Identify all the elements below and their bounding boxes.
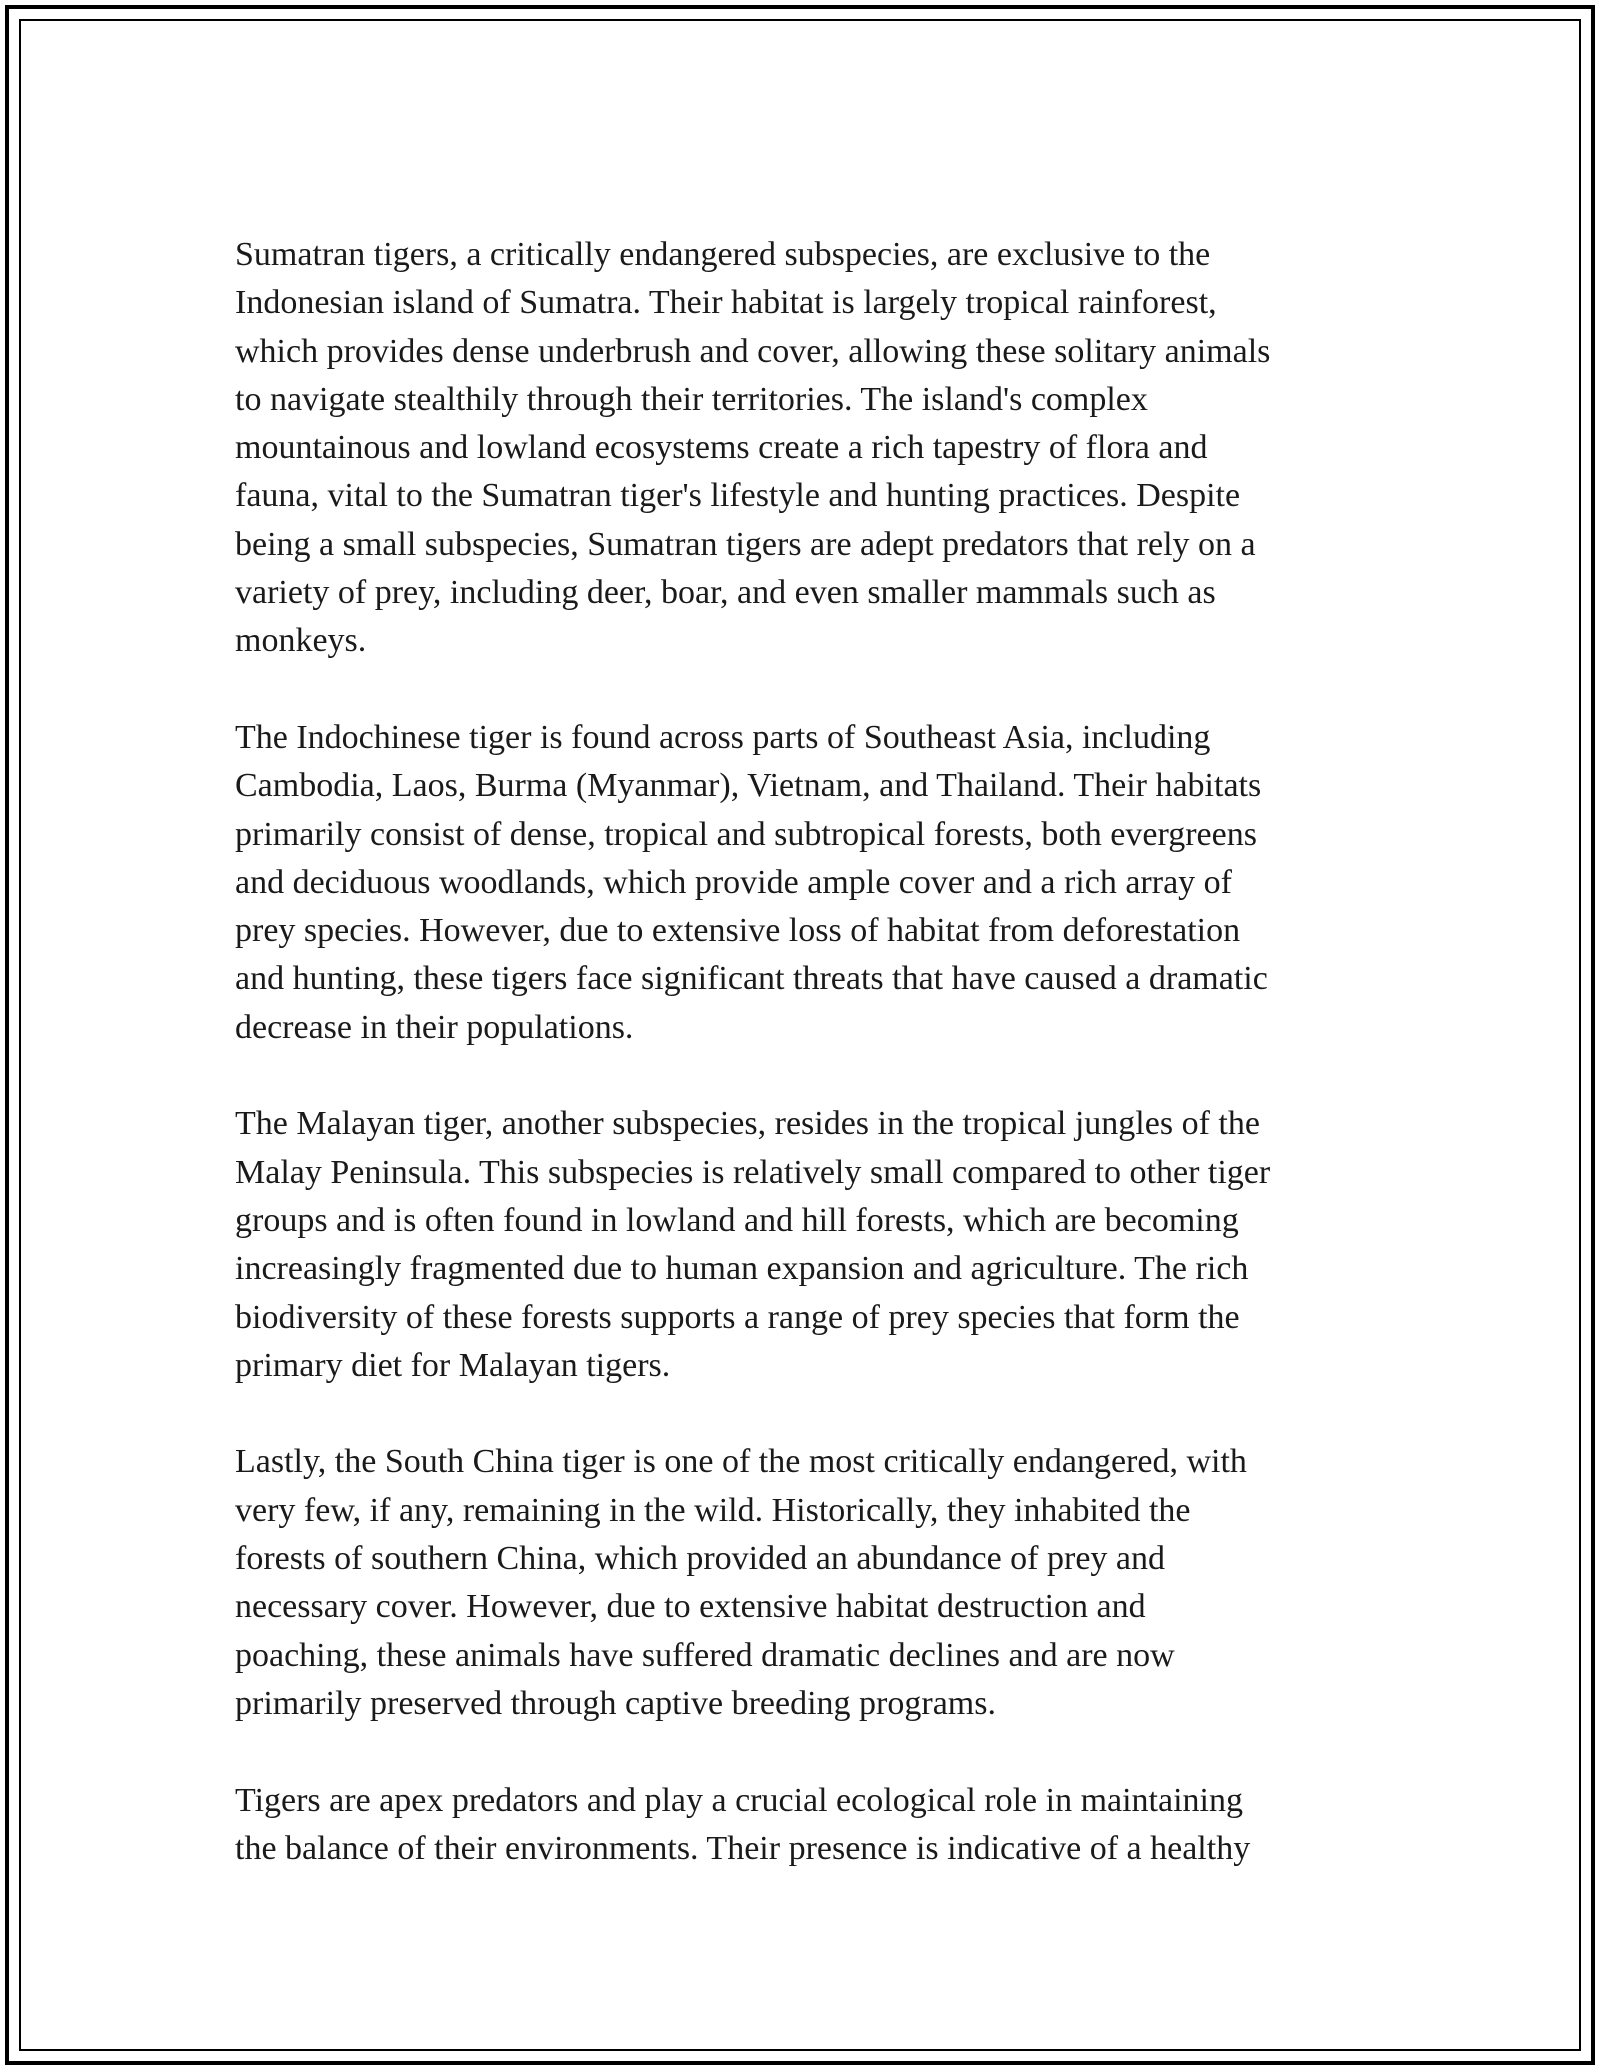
text-line: Cambodia, Laos, Burma (Myanmar), Vietnam, and Thailand. Their habitats [235,767,1262,805]
text-line: variety of prey, including deer, boar, and even smaller mammals such as [235,574,1216,612]
text-line: and deciduous woodlands, which provide ample cover and a rich array of [235,863,1232,901]
text-line: Indonesian island of Sumatra. Their habitat is largely tropical rainforest, [235,284,1217,322]
text-line: primary diet for Malayan tigers. [235,1346,671,1384]
text-line: mountainous and lowland ecosystems create a rich tapestry of flora and [235,429,1208,467]
text-line: increasingly fragmented due to human expansion and agriculture. The rich [235,1250,1249,1288]
text-line: to navigate stealthily through their territories. The island's complex [235,380,1148,418]
paragraph-malayan-tiger [235,1100,1415,1390]
paragraph-apex-predators [235,1777,1415,1874]
text-line: decrease in their populations. [235,1008,634,1046]
text-line: monkeys. [235,622,367,660]
text-line: the balance of their environments. Their presence is indicative of a healthy [235,1829,1251,1867]
text-line: necessary cover. However, due to extensive habitat destruction and [235,1588,1146,1626]
paragraph-sumatran-tiger [235,231,1415,666]
text-line: prey species. However, due to extensive loss of habitat from deforestation [235,912,1241,950]
text-line: Tigers are apex predators and play a crucial ecological role in maintaining [235,1781,1243,1819]
text-line: being a small subspecies, Sumatran tigers are adept predators that rely on a [235,525,1256,563]
text-line: forests of southern China, which provided an abundance of prey and [235,1540,1166,1578]
text-line: and hunting, these tigers face significant threats that have caused a dramatic [235,960,1268,998]
paragraph-indochinese-tiger [235,714,1415,1052]
text-line: which provides dense underbrush and cover, allowing these solitary animals [235,332,1271,370]
text-line: Sumatran tigers, a critically endangered subspecies, are exclusive to the [235,236,1211,273]
text-line: The Malayan tiger, another subspecies, resides in the tropical jungles of the [235,1105,1260,1143]
text-line: Malay Peninsula. This subspecies is relatively small compared to other tiger [235,1153,1271,1191]
text-line: very few, if any, remaining in the wild. Historically, they inhabited the [235,1491,1191,1529]
paragraph-south-china-tiger [235,1438,1415,1728]
text-line: poaching, these animals have suffered dramatic declines and are now [235,1636,1175,1674]
text-line: groups and is often found in lowland and hill forests, which are becoming [235,1201,1239,1239]
text-line: fauna, vital to the Sumatran tiger's lifestyle and hunting practices. Despite [235,477,1241,515]
text-line: Lastly, the South China tiger is one of the most critically endangered, with [235,1443,1247,1481]
document-body [235,231,1415,1921]
text-line: biodiversity of these forests supports a range of prey species that form the [235,1298,1240,1336]
text-line: The Indochinese tiger is found across parts of Southeast Asia, including [235,718,1211,756]
text-line: primarily preserved through captive breeding programs. [235,1684,996,1722]
text-line: primarily consist of dense, tropical and subtropical forests, both evergreens [235,815,1257,853]
